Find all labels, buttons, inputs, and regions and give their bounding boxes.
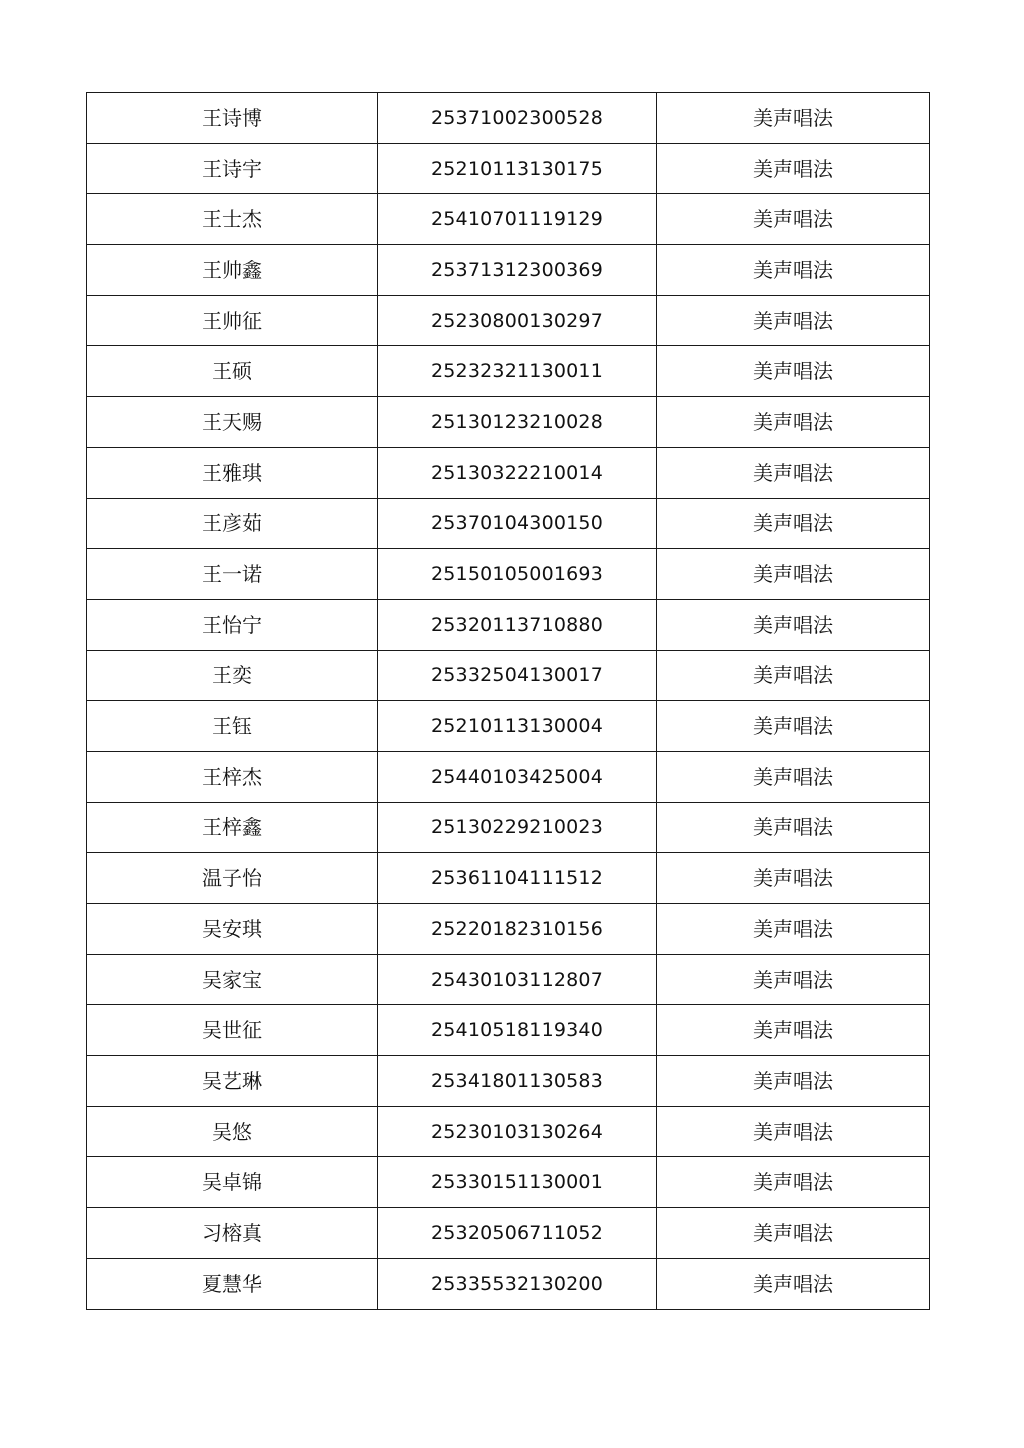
name-cell: 王梓杰 xyxy=(87,751,378,802)
id-cell: 25230800130297 xyxy=(378,295,657,346)
name-cell: 王士杰 xyxy=(87,194,378,245)
table-row xyxy=(87,701,930,752)
name-cell: 吴世征 xyxy=(87,1005,378,1056)
major-cell: 美声唱法 xyxy=(657,194,930,245)
name-cell: 王诗宇 xyxy=(87,143,378,194)
name-cell: 王帅鑫 xyxy=(87,245,378,296)
major-cell: 美声唱法 xyxy=(657,1258,930,1309)
name-cell: 习榕真 xyxy=(87,1208,378,1259)
name-cell: 夏慧华 xyxy=(87,1258,378,1309)
table-row xyxy=(87,751,930,802)
name-cell: 王雅琪 xyxy=(87,447,378,498)
id-cell: 25320506711052 xyxy=(378,1208,657,1259)
id-cell: 25370104300150 xyxy=(378,498,657,549)
id-cell: 25210113130004 xyxy=(378,701,657,752)
major-cell: 美声唱法 xyxy=(657,1208,930,1259)
id-cell: 25330151130001 xyxy=(378,1157,657,1208)
major-cell: 美声唱法 xyxy=(657,1106,930,1157)
id-cell: 25410701119129 xyxy=(378,194,657,245)
id-cell: 25230103130264 xyxy=(378,1106,657,1157)
id-cell: 25335532130200 xyxy=(378,1258,657,1309)
table-row xyxy=(87,498,930,549)
major-cell: 美声唱法 xyxy=(657,751,930,802)
name-cell: 吴卓锦 xyxy=(87,1157,378,1208)
name-cell: 吴悠 xyxy=(87,1106,378,1157)
major-cell: 美声唱法 xyxy=(657,143,930,194)
id-cell: 25210113130175 xyxy=(378,143,657,194)
id-cell: 25430103112807 xyxy=(378,954,657,1005)
id-cell: 25332504130017 xyxy=(378,650,657,701)
table-row xyxy=(87,650,930,701)
name-cell: 王怡宁 xyxy=(87,599,378,650)
name-cell: 王天赐 xyxy=(87,397,378,448)
id-cell: 25232321130011 xyxy=(378,346,657,397)
name-cell: 王彦茹 xyxy=(87,498,378,549)
major-cell: 美声唱法 xyxy=(657,397,930,448)
name-cell: 王一诺 xyxy=(87,549,378,600)
table-row xyxy=(87,295,930,346)
major-cell: 美声唱法 xyxy=(657,701,930,752)
name-cell: 王诗博 xyxy=(87,93,378,144)
id-cell: 25440103425004 xyxy=(378,751,657,802)
major-cell: 美声唱法 xyxy=(657,853,930,904)
table-row xyxy=(87,245,930,296)
table-row xyxy=(87,447,930,498)
major-cell: 美声唱法 xyxy=(657,904,930,955)
major-cell: 美声唱法 xyxy=(657,447,930,498)
table-row xyxy=(87,904,930,955)
table-row xyxy=(87,954,930,1005)
id-cell: 25371312300369 xyxy=(378,245,657,296)
name-cell: 王梓鑫 xyxy=(87,802,378,853)
table-row xyxy=(87,1258,930,1309)
table-row xyxy=(87,802,930,853)
id-cell: 25130229210023 xyxy=(378,802,657,853)
id-cell: 25130322210014 xyxy=(378,447,657,498)
major-cell: 美声唱法 xyxy=(657,498,930,549)
table-row xyxy=(87,397,930,448)
name-cell: 温子怡 xyxy=(87,853,378,904)
major-cell: 美声唱法 xyxy=(657,295,930,346)
major-cell: 美声唱法 xyxy=(657,346,930,397)
name-cell: 吴安琪 xyxy=(87,904,378,955)
id-cell: 25410518119340 xyxy=(378,1005,657,1056)
table-row xyxy=(87,143,930,194)
candidate-table xyxy=(86,92,930,1310)
table-row xyxy=(87,1005,930,1056)
table-row xyxy=(87,1106,930,1157)
table-row xyxy=(87,93,930,144)
document-page xyxy=(86,92,929,1310)
id-cell: 25341801130583 xyxy=(378,1056,657,1107)
name-cell: 王帅征 xyxy=(87,295,378,346)
table-row xyxy=(87,599,930,650)
major-cell: 美声唱法 xyxy=(657,1005,930,1056)
major-cell: 美声唱法 xyxy=(657,1056,930,1107)
table-row xyxy=(87,1208,930,1259)
id-cell: 25220182310156 xyxy=(378,904,657,955)
major-cell: 美声唱法 xyxy=(657,1157,930,1208)
name-cell: 王奕 xyxy=(87,650,378,701)
table-row xyxy=(87,1056,930,1107)
major-cell: 美声唱法 xyxy=(657,954,930,1005)
major-cell: 美声唱法 xyxy=(657,599,930,650)
major-cell: 美声唱法 xyxy=(657,802,930,853)
id-cell: 25150105001693 xyxy=(378,549,657,600)
major-cell: 美声唱法 xyxy=(657,549,930,600)
table-row xyxy=(87,194,930,245)
table-row xyxy=(87,346,930,397)
table-row xyxy=(87,549,930,600)
major-cell: 美声唱法 xyxy=(657,93,930,144)
name-cell: 吴艺琳 xyxy=(87,1056,378,1107)
id-cell: 25361104111512 xyxy=(378,853,657,904)
table-row xyxy=(87,1157,930,1208)
id-cell: 25371002300528 xyxy=(378,93,657,144)
id-cell: 25320113710880 xyxy=(378,599,657,650)
id-cell: 25130123210028 xyxy=(378,397,657,448)
major-cell: 美声唱法 xyxy=(657,245,930,296)
major-cell: 美声唱法 xyxy=(657,650,930,701)
name-cell: 王硕 xyxy=(87,346,378,397)
table-row xyxy=(87,853,930,904)
name-cell: 王钰 xyxy=(87,701,378,752)
name-cell: 吴家宝 xyxy=(87,954,378,1005)
